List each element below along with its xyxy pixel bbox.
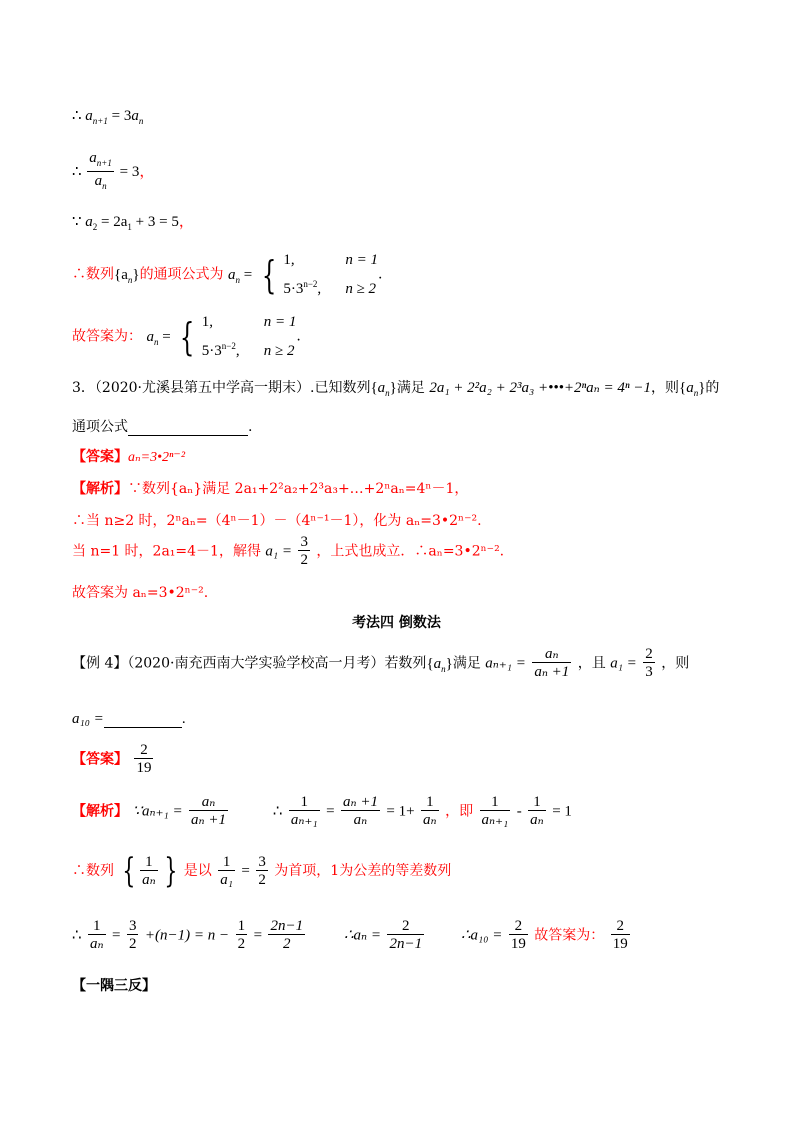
step-ratio: ∴ $\frac{a_{n+1}}{a_n}$ = 3， — [72, 150, 154, 195]
question-3-line2: 通项公式 . — [72, 419, 253, 435]
step-a2: ∵ $a_2 = 2a_1 + 3 = 5$， — [72, 214, 194, 232]
step-recurrence: ∴ $a_{n+1} = 3a_n$ — [72, 108, 144, 126]
q3-answer: 【答案】aₙ=3•2ⁿ⁻² — [72, 449, 186, 465]
q3-analysis-4: 故答案为 aₙ=3•2ⁿ⁻². — [72, 585, 209, 601]
section-label-yiyusanfan: 【一隅三反】 — [72, 978, 156, 994]
ex4-answer: 【答案】 $\frac{2}{19}$ — [72, 742, 152, 776]
section-title: 考法四 倒数法 — [352, 615, 441, 631]
q3-analysis-3: 当 n=1 时，2a₁=4－1，解得 a₁ = $\frac{3}{2}$ ，上式也成立．∴aₙ=3•2ⁿ⁻². — [72, 534, 505, 568]
q3-analysis-1: 【解析】∵数列{aₙ}满足 2a₁+2²a₂+2³a₃+…+2ⁿaₙ=4ⁿ－1， — [72, 481, 469, 497]
example-4: 【例 4】（2020·南充西南大学实验学校高一月考）若数列$\{a_n\}$满足 aₙ₊₁ = $\frac{\text{aₙ}}{\text{aₙ +1}}$ ，且 a₁ = $\frac{2}{3}$ ，则 — [72, 646, 690, 680]
answer-line: 故答案为： $a_n$ = { 1, n = 1 $5\cdot 3^{n-2}$, n ≥ 2 . — [72, 314, 301, 359]
ex4-analysis-3: ∴ $\frac{1}{\text{aₙ}}$ = $\frac{3}{2}$ +(n−1) = n − $\frac{1}{2}$ = $\frac{2n-1}{2}$ ∴aₙ = $\frac{2}{2n-1}$ ∴a₁₀ = $\frac{2}{19}$ 故答案为： $\frac{2}{19}$ — [72, 918, 628, 952]
general-formula-line: ∴数列$\{a_n\}$的通项公式为 $a_n$ = { 1, n = 1 $5\cdot 3^{n-2}$, n ≥ 2 . — [72, 252, 383, 297]
example-4-line2: a₁₀ = . — [72, 711, 186, 727]
ex4-analysis-2: ∴数列 { $\frac{1}{\text{aₙ}}$ } 是以 $\frac{1}{\text{a₁}}$ = $\frac{3}{2}$ 为首项，1为公差的等差数列 — [72, 851, 452, 891]
question-3: 3．（2020·尤溪县第五中学高一期末）.已知数列$\{a_n\}$满足 2a₁ + 2²a₂ + 2³a₃ +•••+2ⁿaₙ = 4ⁿ −1，则$\{a_n\}$的 — [72, 380, 720, 398]
q3-analysis-2: ∴当 n≥2 时，2ⁿaₙ=（4ⁿ－1）－（4ⁿ⁻¹－1），化为 aₙ=3•2ⁿ⁻². — [72, 513, 482, 529]
ex4-analysis-1: 【解析】 ∵aₙ₊₁ = $\frac{\text{aₙ}}{\text{aₙ +1}}$ ∴ $\frac{1}{\text{aₙ₊₁}}$ = $\frac{\text{aₙ +1}}{\text{aₙ}}$ = 1+ $\frac{1}{\text{aₙ}}$ ，即 $\frac{1}{\text{aₙ₊₁}}$ - $\frac{1}{\text{aₙ}}$ = 1 — [72, 794, 572, 828]
